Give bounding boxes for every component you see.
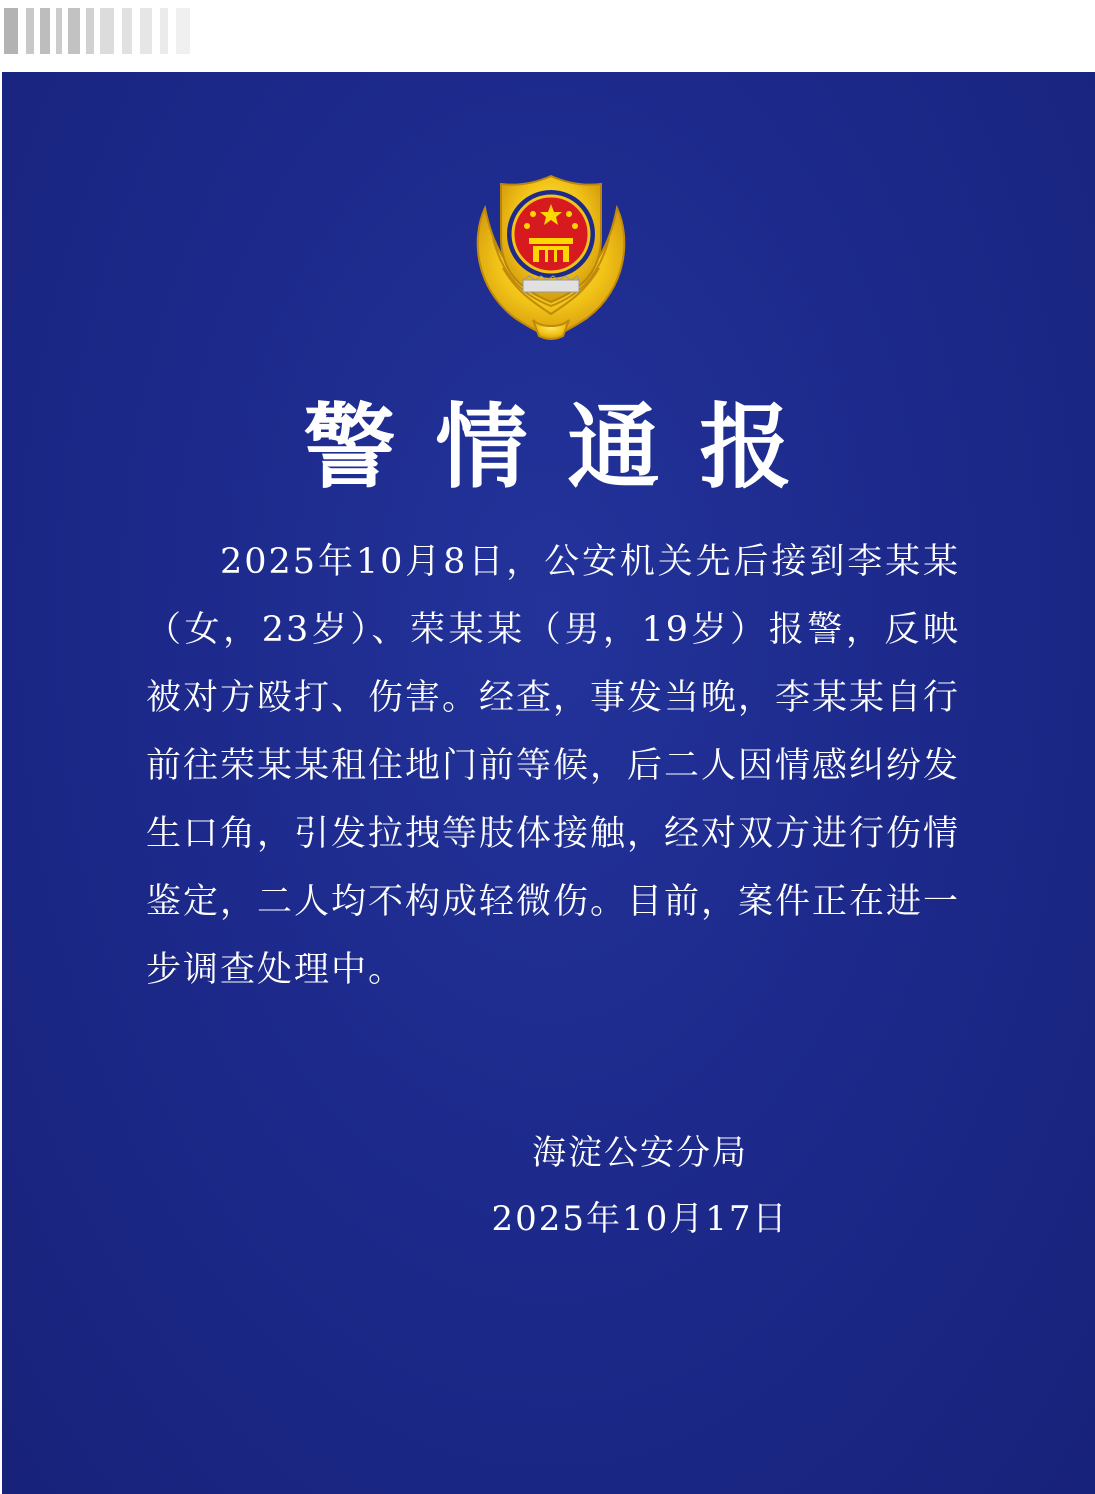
police-badge-icon	[463, 168, 639, 344]
issuer-name: 海淀公安分局	[532, 1133, 748, 1173]
signature-block	[490, 1120, 790, 1252]
notice-title: 警情通报	[303, 393, 832, 501]
issue-date: 2025年10月17日	[491, 1199, 789, 1239]
notice-body: 2025年10月8日，公安机关先后接到李某某（女，23岁）、荣某某（男，19岁）报警，反映被对方殴打、伤害。经查，事发当晚，李某某自行前往荣某某租住地门前等候，后二人因情感纠纷发生口角，引发拉拽等肢体接触，经对双方进行伤情鉴定，二人均不构成轻微伤。目前，案件正在进一步调查处理中。	[146, 542, 961, 990]
cropped-text-fragment	[4, 8, 194, 54]
top-cropped-strip	[0, 0, 1095, 72]
